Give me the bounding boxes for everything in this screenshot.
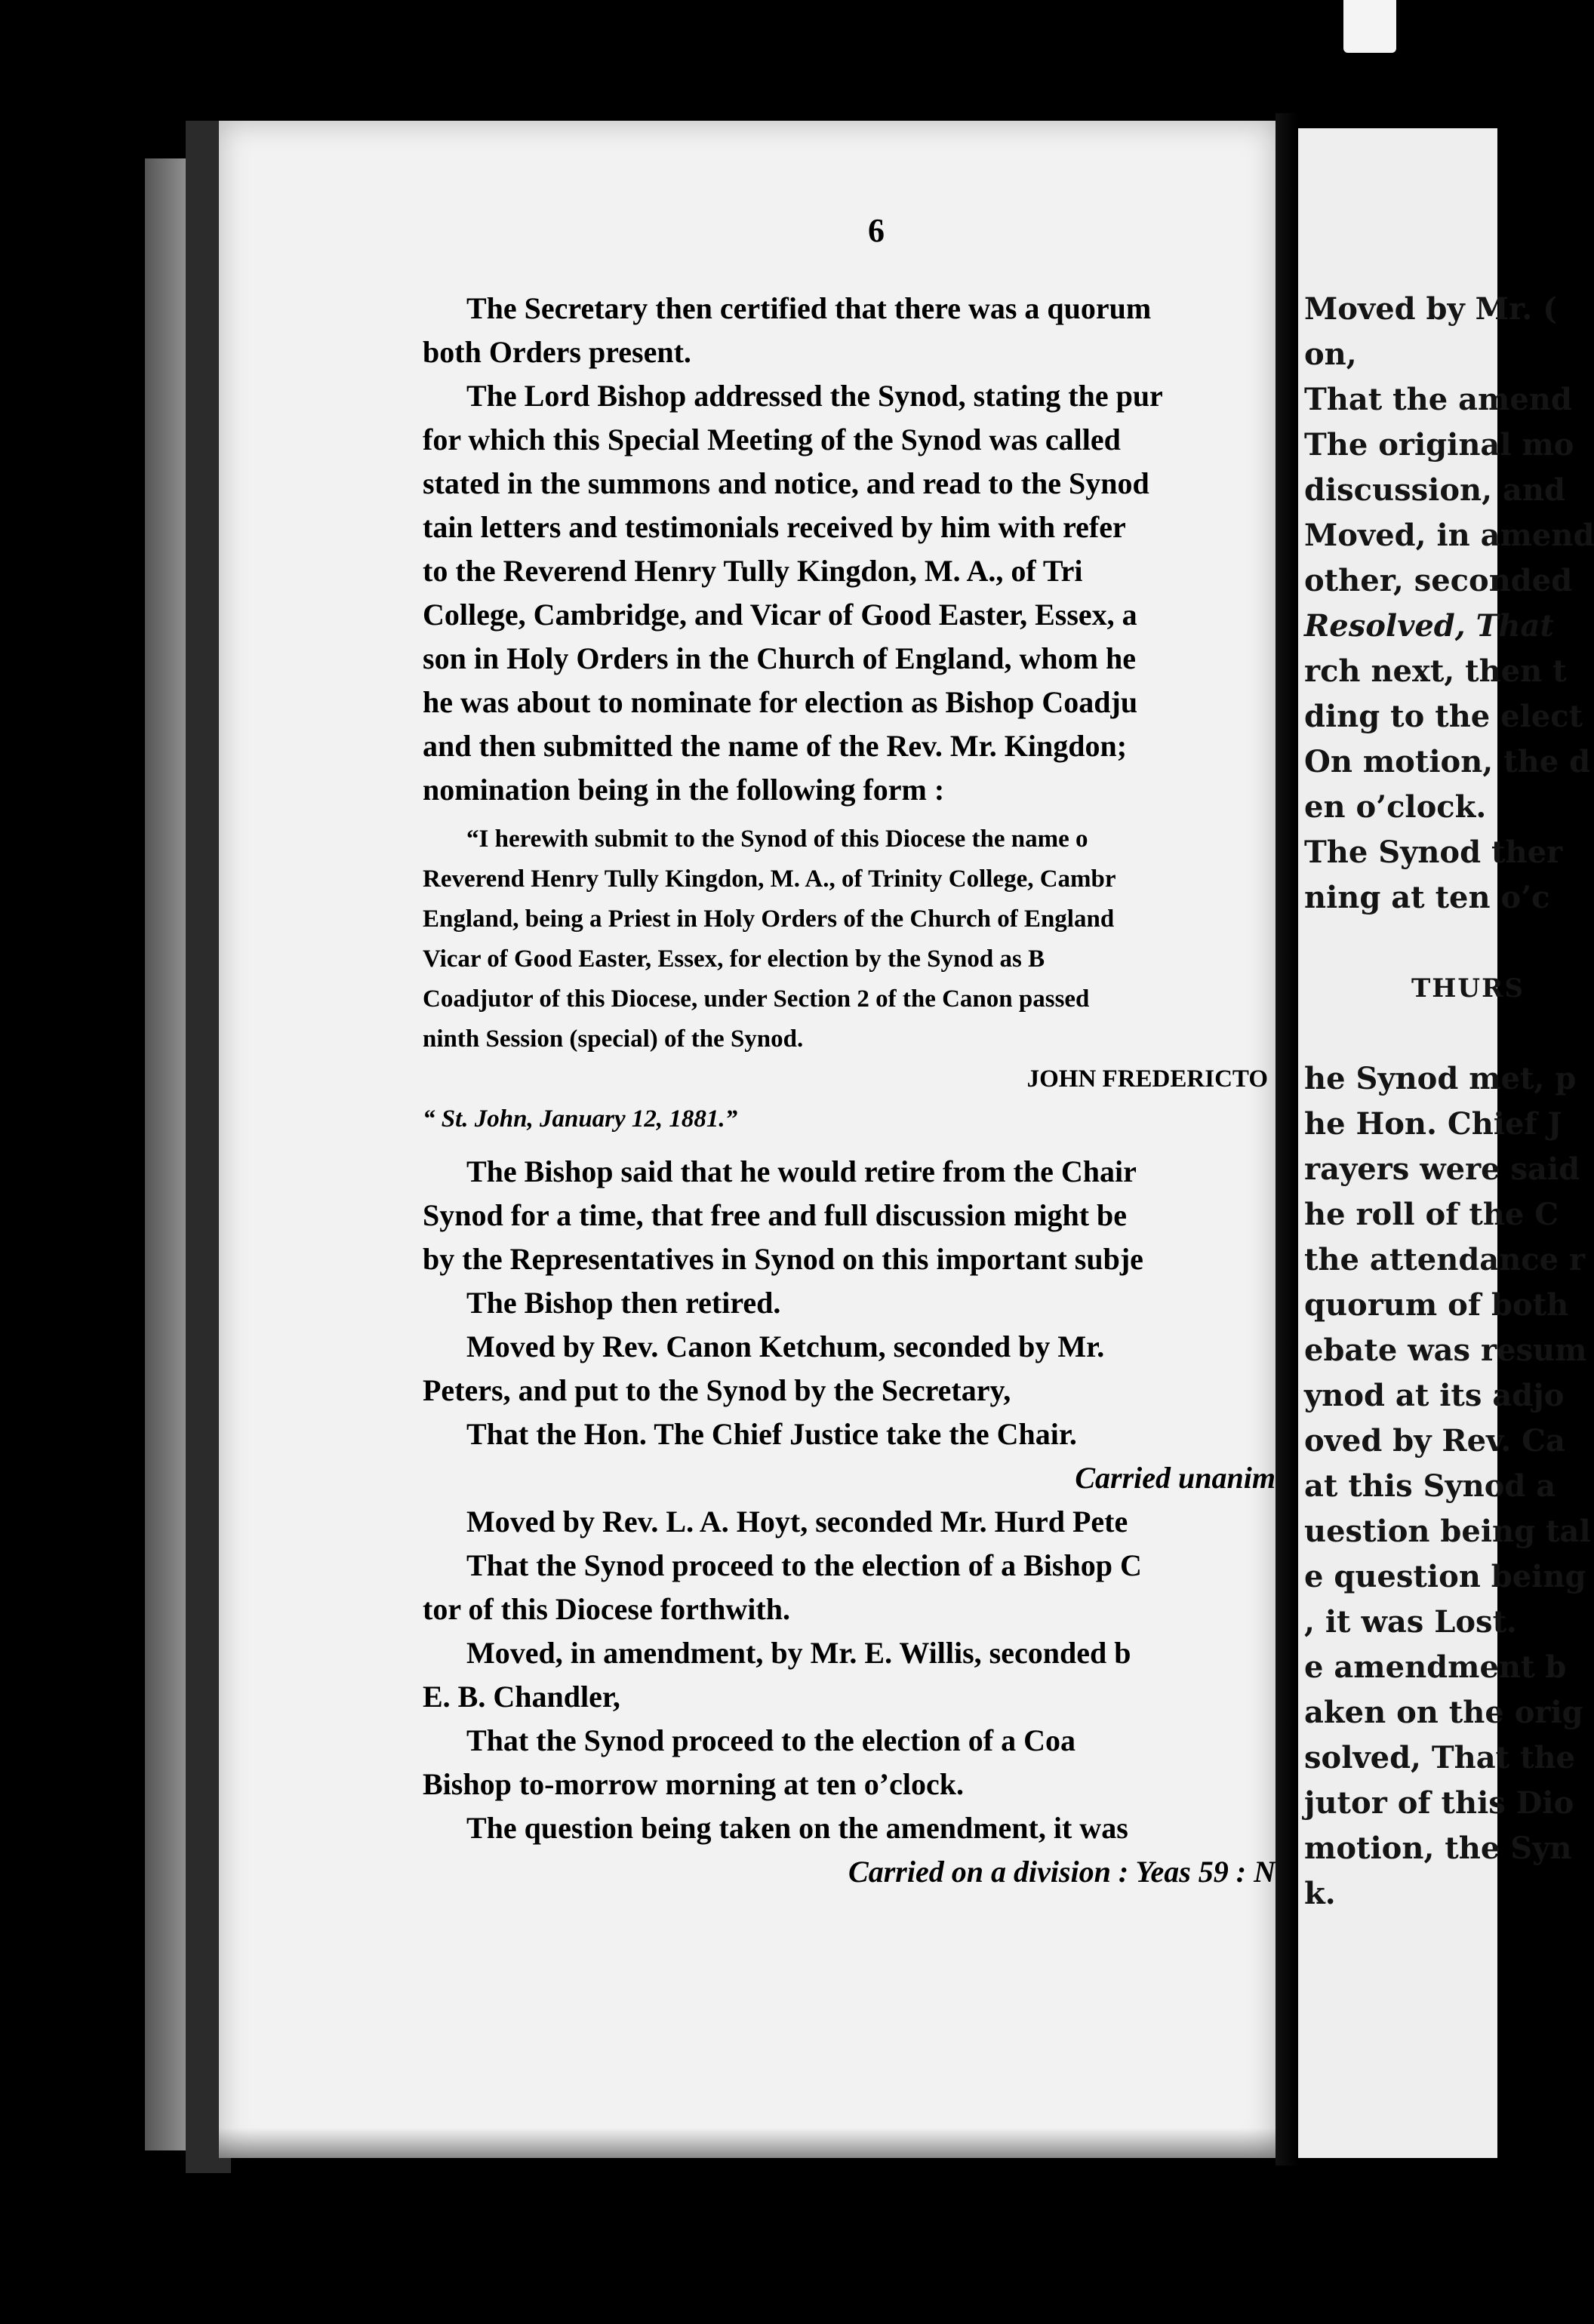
- text-line: The Lord Bishop addressed the Synod, stating the pur: [466, 379, 1163, 413]
- text-line: other, seconded: [1304, 563, 1573, 598]
- text-line: That the amend: [1304, 382, 1572, 417]
- left-page-text: [423, 287, 1276, 1894]
- text-line: The Bishop then retired.: [466, 1286, 781, 1320]
- scan-artifact: [1343, 0, 1396, 53]
- text-line: jutor of this Dio: [1304, 1785, 1574, 1821]
- text-line: The question being taken on the amendment, it was: [466, 1811, 1128, 1845]
- text-line: solved, That the: [1304, 1740, 1576, 1775]
- text-line: The Secretary then certified that there was a quorum: [466, 291, 1152, 325]
- text-line: ebate was resum: [1304, 1333, 1587, 1368]
- text-line: discussion, and: [1304, 472, 1565, 508]
- page-number: 6: [868, 212, 885, 249]
- text-line: he Hon. Chief J: [1304, 1106, 1562, 1142]
- text-line: k.: [1304, 1876, 1336, 1911]
- text-line: en o’clock.: [1304, 789, 1487, 825]
- text-line: ynod at its adjo: [1304, 1378, 1565, 1413]
- text-line: tain letters and testimonials received by him with refer: [423, 510, 1126, 544]
- text-line: he roll of the C: [1304, 1197, 1559, 1232]
- nomination-quote: [423, 819, 1276, 1139]
- text-line: e amendment b: [1304, 1649, 1567, 1685]
- text-line: Synod for a time, that free and full discussion might be: [423, 1198, 1128, 1232]
- text-line: son in Holy Orders in the Church of England, whom he: [423, 641, 1136, 675]
- text-line: The original mo: [1304, 427, 1574, 463]
- text-line: rayers were said: [1304, 1151, 1580, 1187]
- text-line: quorum of both: [1304, 1287, 1569, 1323]
- text-line: motion, the Syn: [1304, 1831, 1572, 1866]
- text-line: oved by Rev. Ca: [1304, 1423, 1565, 1459]
- right-page-text: [1298, 287, 1594, 1917]
- blank-line: [1298, 1011, 1525, 1056]
- text-line: Moved, in amendment, by Mr. E. Willis, seconded b: [466, 1636, 1131, 1670]
- dateline: “ St. John, January 12, 1881.”: [423, 1105, 738, 1133]
- text-line: The Bishop said that he would retire from the Chair: [466, 1154, 1137, 1188]
- text-line: Resolved, That: [1304, 608, 1554, 644]
- quote-line: Coadjutor of this Diocese, under Section 2 of the Canon passed: [423, 985, 1090, 1013]
- text-line: and then submitted the name of the Rev. Mr. Kingdon;: [423, 729, 1128, 763]
- text-line: at this Synod a: [1304, 1468, 1556, 1504]
- carried-note: Carried unanim: [1075, 1461, 1276, 1495]
- proceedings: [423, 1150, 1276, 1894]
- text-line: On motion, the d: [1304, 744, 1591, 779]
- text-line: for which this Special Meeting of the Synod was called: [423, 423, 1121, 456]
- page-shadow: [219, 2128, 1276, 2158]
- division-result: Carried on a division : Yeas 59 : N: [848, 1855, 1276, 1889]
- text-line: Moved by Rev. L. A. Hoyt, seconded Mr. Hurd Pete: [466, 1505, 1128, 1539]
- quote-line: “I herewith submit to the Synod of this Diocese the name o: [466, 825, 1088, 853]
- text-line: both Orders present.: [423, 335, 691, 369]
- text-line: That the Synod proceed to the election of a Coa: [466, 1723, 1075, 1757]
- quote-line: Vicar of Good Easter, Essex, for election by the Synod as B: [423, 945, 1045, 973]
- text-line: to the Reverend Henry Tully Kingdon, M. A., of Tri: [423, 554, 1083, 588]
- text-line: ding to the elect: [1304, 699, 1583, 734]
- signature: JOHN FREDERICTO: [1026, 1065, 1268, 1093]
- text-line: Bishop to-morrow morning at ten o’clock.: [423, 1767, 964, 1801]
- quote-line: England, being a Priest in Holy Orders of the Church of England: [423, 905, 1115, 933]
- text-line: nomination being in the following form :: [423, 773, 945, 807]
- text-line: the attendance r: [1304, 1242, 1586, 1277]
- text-line: That the Hon. The Chief Justice take the Chair.: [466, 1417, 1077, 1451]
- text-line: he was about to nominate for election as Bishop Coadju: [423, 685, 1138, 719]
- text-line: e question being: [1304, 1559, 1586, 1594]
- text-line: stated in the summons and notice, and read to the Synod: [423, 466, 1149, 500]
- blank-line: [1298, 921, 1525, 966]
- text-line: Moved by Mr. (: [1304, 291, 1558, 327]
- text-line: Moved by Rev. Canon Ketchum, seconded by Mr.: [466, 1330, 1105, 1363]
- text-line: ning at ten o’c: [1304, 880, 1550, 915]
- quote-line: ninth Session (special) of the Synod.: [423, 1025, 804, 1053]
- text-line: on,: [1304, 337, 1357, 372]
- text-line: rch next, then t: [1304, 653, 1567, 689]
- text-line: College, Cambridge, and Vicar of Good Easter, Essex, a: [423, 598, 1137, 632]
- book-gutter: [1276, 113, 1298, 2166]
- right-page: [1298, 128, 1594, 2158]
- section-heading: THURS: [1411, 973, 1525, 1004]
- text-line: aken on the orig: [1304, 1695, 1583, 1730]
- text-line: Peters, and put to the Synod by the Secretary,: [423, 1373, 1011, 1407]
- text-line: Moved, in amend: [1304, 518, 1594, 553]
- text-line: uestion being tal: [1304, 1514, 1591, 1549]
- text-line: , it was Lost.: [1304, 1604, 1517, 1640]
- text-line: That the Synod proceed to the election of a Bishop C: [466, 1548, 1142, 1582]
- text-line: The Synod ther: [1304, 835, 1563, 870]
- text-line: he Synod met, p: [1304, 1061, 1577, 1096]
- text-line: by the Representatives in Synod on this important subje: [423, 1242, 1143, 1276]
- text-line: E. B. Chandler,: [423, 1680, 620, 1714]
- text-line: tor of this Diocese forthwith.: [423, 1592, 790, 1626]
- quote-line: Reverend Henry Tully Kingdon, M. A., of Trinity College, Cambr: [423, 865, 1116, 893]
